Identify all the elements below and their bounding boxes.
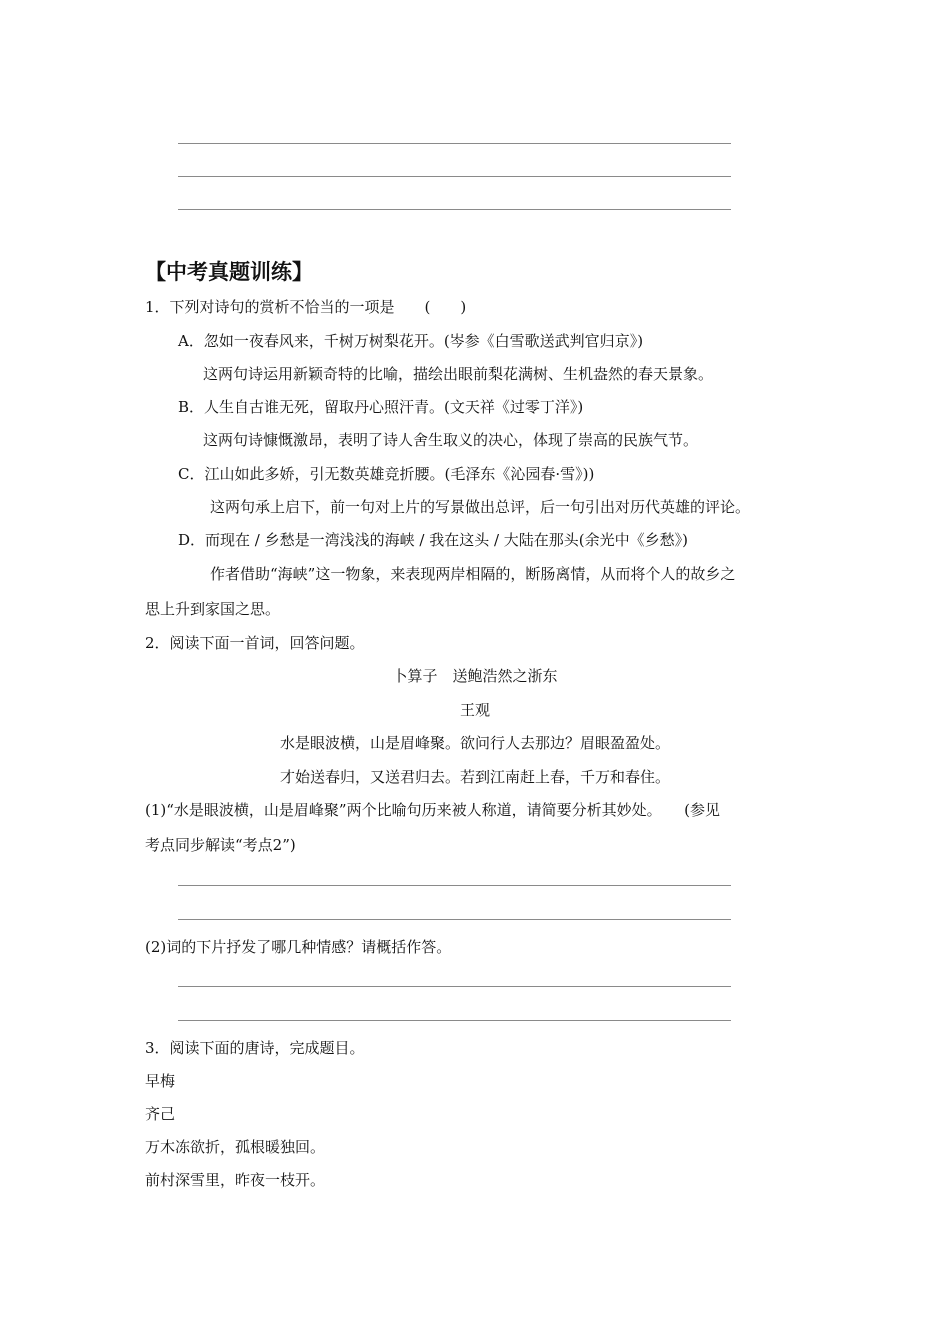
answer-line <box>178 209 731 210</box>
answer-line[interactable] <box>178 1020 731 1021</box>
q2-poem-line: 水是眼波横，山是眉峰聚。欲问行人去那边？眉眼盈盈处。 <box>279 734 670 752</box>
q1-option-b-analysis: 这两句诗慷慨激昂，表明了诗人舍生取义的决心，体现了崇高的民族气节。 <box>203 431 699 449</box>
q1-option-b: B．人生自古谁无死，留取丹心照汗青。(文天祥《过零丁洋》) <box>178 398 584 416</box>
q2-sub1: (1)“水是眼波横，山是眉峰聚”两个比喻句历来被人称道，请简要分析其妙处。 (参见 <box>145 801 720 819</box>
q1-option-d-analysis: 作者借助“海峡”这一物象，来表现两岸相隔的，断肠离情，从而将个人的故乡之 <box>210 565 736 583</box>
q2-poem-author: 王观 <box>459 701 490 719</box>
answer-line <box>178 143 731 144</box>
q1-option-a-analysis: 这两句诗运用新颖奇特的比喻，描绘出眼前梨花满树、生机盎然的春天景象。 <box>203 365 714 383</box>
q1-option-a: A．忽如一夜春风来，千树万树梨花开。(岑参《白雪歌送武判官归京》) <box>178 332 644 350</box>
q1-option-d-analysis-cont: 思上升到家国之思。 <box>145 600 281 618</box>
q1-stem: 1．下列对诗句的赏析不恰当的一项是 ( ) <box>145 298 467 316</box>
answer-line <box>178 176 731 177</box>
q1-option-d: D．而现在 / 乡愁是一湾浅浅的海峡 / 我在这头 / 大陆在那头(余光中《乡愁》) <box>178 531 689 549</box>
q2-poem-title: 卜算子 送鲍浩然之浙东 <box>392 667 558 685</box>
q3-poem-title: 早梅 <box>145 1072 176 1090</box>
q2-sub1-cont: 考点同步解读“考点2”) <box>145 836 296 854</box>
q3-stem: 3．阅读下面的唐诗，完成题目。 <box>145 1039 365 1057</box>
section-title: 【中考真题训练】 <box>145 260 313 284</box>
q2-poem-line: 才始送春归，又送君归去。若到江南赶上春，千万和春住。 <box>279 768 670 786</box>
answer-line[interactable] <box>178 986 731 987</box>
q2-sub2: (2)词的下片抒发了哪几种情感？请概括作答。 <box>145 938 452 956</box>
answer-line[interactable] <box>178 885 731 886</box>
q3-poem-author: 齐己 <box>145 1105 176 1123</box>
q2-stem: 2．阅读下面一首词，回答问题。 <box>145 634 365 652</box>
q1-option-c: C．江山如此多娇，引无数英雄竞折腰。(毛泽东《沁园春·雪》)) <box>178 465 595 483</box>
q3-poem-line: 前村深雪里，昨夜一枝开。 <box>145 1171 326 1189</box>
q1-option-c-analysis: 这两句承上启下，前一句对上片的写景做出总评，后一句引出对历代英雄的评论。 <box>210 498 751 516</box>
answer-line[interactable] <box>178 919 731 920</box>
q3-poem-line: 万木冻欲折，孤根暖独回。 <box>145 1138 326 1156</box>
